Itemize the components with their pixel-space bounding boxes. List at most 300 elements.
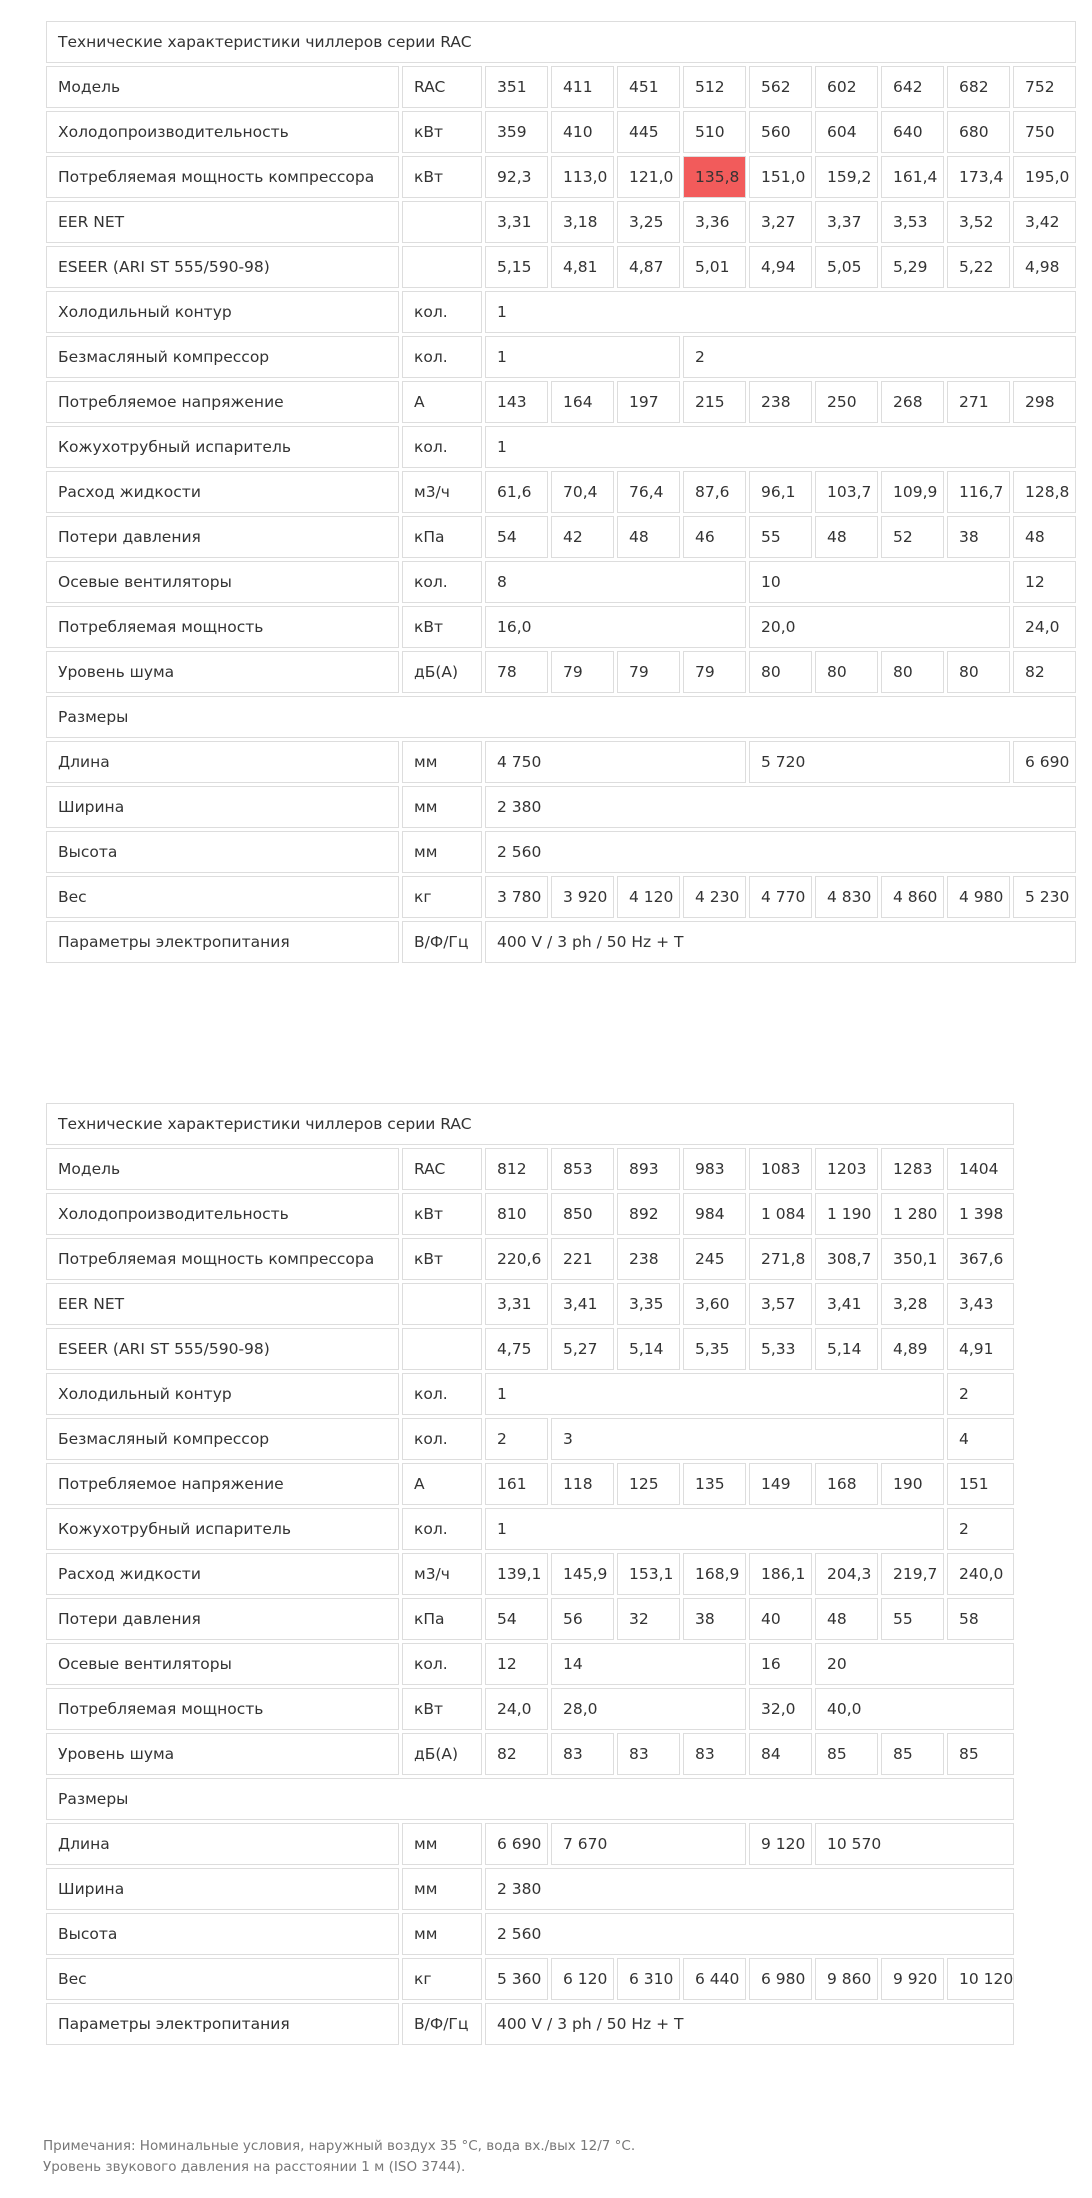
row-label: Холодопроизводительность	[46, 111, 399, 153]
row-label: Потребляемая мощность компрессора	[46, 156, 399, 198]
table-row	[46, 156, 1076, 198]
value-cell: 5,14	[815, 1328, 878, 1370]
row-unit: кПа	[402, 1598, 482, 1640]
value-cell: 1083	[749, 1148, 812, 1190]
value-cell: 812	[485, 1148, 548, 1190]
table-row	[46, 651, 1076, 693]
value-cell: 1 190	[815, 1193, 878, 1235]
value-cell: 1 280	[881, 1193, 944, 1235]
value-cell: 359	[485, 111, 548, 153]
row-unit: мм	[402, 1823, 482, 1865]
value-cell: 451	[617, 66, 680, 108]
value-cell: 4 750	[485, 741, 746, 783]
value-cell: 984	[683, 1193, 746, 1235]
value-cell: 46	[683, 516, 746, 558]
value-cell: 6 310	[617, 1958, 680, 2000]
value-cell: 5,15	[485, 246, 548, 288]
value-cell: 128,8	[1013, 471, 1076, 513]
value-cell: 367,6	[947, 1238, 1014, 1280]
table-row	[46, 1913, 1014, 1955]
row-label: Холодопроизводительность	[46, 1193, 399, 1235]
value-cell: 85	[947, 1733, 1014, 1775]
table-row	[46, 291, 1076, 333]
row-unit: RAC	[402, 66, 482, 108]
value-cell: 750	[1013, 111, 1076, 153]
row-label: Осевые вентиляторы	[46, 561, 399, 603]
row-unit: кол.	[402, 1373, 482, 1415]
value-cell: 10 120	[947, 1958, 1014, 2000]
value-cell: 70,4	[551, 471, 614, 513]
row-unit: кВт	[402, 606, 482, 648]
value-cell: 3	[551, 1418, 944, 1460]
value-cell: 151,0	[749, 156, 812, 198]
value-cell: 1	[485, 336, 680, 378]
value-cell: 9 860	[815, 1958, 878, 2000]
table-title: Технические характеристики чиллеров серии RAC	[46, 21, 1076, 63]
value-cell: 2 560	[485, 1913, 1014, 1955]
value-cell: 2	[947, 1508, 1014, 1550]
value-cell: 1	[485, 1373, 944, 1415]
value-cell: 10	[749, 561, 1010, 603]
table-row	[46, 1418, 1014, 1460]
value-cell: 168,9	[683, 1553, 746, 1595]
table-row	[46, 1508, 1014, 1550]
value-cell: 220,6	[485, 1238, 548, 1280]
value-cell: 103,7	[815, 471, 878, 513]
table-row	[46, 1823, 1014, 1865]
value-cell: 400 V / 3 ph / 50 Hz + T	[485, 2003, 1014, 2045]
value-cell: 1	[485, 426, 1076, 468]
row-label: Холодильный контур	[46, 1373, 399, 1415]
table-row	[46, 786, 1076, 828]
value-cell: 151	[947, 1463, 1014, 1505]
value-cell: 351	[485, 66, 548, 108]
row-label: Ширина	[46, 786, 399, 828]
value-cell: 983	[683, 1148, 746, 1190]
row-unit: кол.	[402, 336, 482, 378]
row-unit: кол.	[402, 561, 482, 603]
value-cell: 161	[485, 1463, 548, 1505]
value-cell: 3 920	[551, 876, 614, 918]
value-cell: 85	[881, 1733, 944, 1775]
value-cell: 135	[683, 1463, 746, 1505]
table-row	[46, 561, 1076, 603]
value-cell: 6 690	[485, 1823, 548, 1865]
value-cell: 9 120	[749, 1823, 812, 1865]
table-row	[46, 1148, 1014, 1190]
value-cell: 2	[485, 1418, 548, 1460]
row-unit: А	[402, 1463, 482, 1505]
row-unit: кВт	[402, 111, 482, 153]
row-unit: В/Ф/Гц	[402, 921, 482, 963]
value-cell: 79	[617, 651, 680, 693]
row-label: Осевые вентиляторы	[46, 1643, 399, 1685]
value-cell: 14	[551, 1643, 746, 1685]
row-unit	[402, 201, 482, 243]
value-cell: 168	[815, 1463, 878, 1505]
value-cell: 853	[551, 1148, 614, 1190]
value-cell: 145,9	[551, 1553, 614, 1595]
value-cell: 271	[947, 381, 1010, 423]
value-cell: 250	[815, 381, 878, 423]
row-label: Потери давления	[46, 516, 399, 558]
value-cell: 83	[617, 1733, 680, 1775]
table-row	[46, 1868, 1014, 1910]
value-cell: 16	[749, 1643, 812, 1685]
value-cell: 6 980	[749, 1958, 812, 2000]
row-unit	[402, 1328, 482, 1370]
value-cell: 78	[485, 651, 548, 693]
table-title-row	[46, 1103, 1014, 1145]
value-cell: 48	[815, 1598, 878, 1640]
footnote-conditions: Примечания: Номинальные условия, наружный воздух 35 °С, вода вх./вых 12/7 °С.	[43, 2138, 636, 2154]
value-cell: 3,41	[815, 1283, 878, 1325]
value-cell: 82	[485, 1733, 548, 1775]
row-unit: кол.	[402, 1418, 482, 1460]
value-cell: 143	[485, 381, 548, 423]
row-label: Высота	[46, 831, 399, 873]
value-cell: 3,57	[749, 1283, 812, 1325]
row-unit: мм	[402, 786, 482, 828]
value-cell: 54	[485, 1598, 548, 1640]
value-cell: 240,0	[947, 1553, 1014, 1595]
value-cell: 2 380	[485, 786, 1076, 828]
value-cell: 1 084	[749, 1193, 812, 1235]
table-row	[46, 381, 1076, 423]
value-cell: 4 830	[815, 876, 878, 918]
value-cell: 640	[881, 111, 944, 153]
value-cell: 892	[617, 1193, 680, 1235]
value-cell: 2	[683, 336, 1076, 378]
row-unit: кол.	[402, 426, 482, 468]
section-row	[46, 1778, 1014, 1820]
row-label: Потребляемая мощность компрессора	[46, 1238, 399, 1280]
table-row	[46, 1283, 1014, 1325]
row-label: Расход жидкости	[46, 1553, 399, 1595]
row-unit: кол.	[402, 1643, 482, 1685]
row-label: EER NET	[46, 201, 399, 243]
row-unit: RAC	[402, 1148, 482, 1190]
value-cell: 3,60	[683, 1283, 746, 1325]
value-cell: 54	[485, 516, 548, 558]
row-label: Потребляемое напряжение	[46, 381, 399, 423]
value-cell: 40,0	[815, 1688, 1014, 1730]
value-cell: 5,29	[881, 246, 944, 288]
table-row	[46, 1688, 1014, 1730]
value-cell: 5 720	[749, 741, 1010, 783]
table-title-row	[46, 21, 1076, 63]
value-cell: 125	[617, 1463, 680, 1505]
value-cell: 7 670	[551, 1823, 746, 1865]
table-title: Технические характеристики чиллеров серии RAC	[46, 1103, 1014, 1145]
table-row	[46, 1463, 1014, 1505]
value-cell: 245	[683, 1238, 746, 1280]
row-label: EER NET	[46, 1283, 399, 1325]
value-cell: 87,6	[683, 471, 746, 513]
row-label: Потребляемое напряжение	[46, 1463, 399, 1505]
row-label: Потери давления	[46, 1598, 399, 1640]
value-cell: 12	[485, 1643, 548, 1685]
row-unit: мм	[402, 831, 482, 873]
row-label: Высота	[46, 1913, 399, 1955]
row-label: ESEER (ARI ST 555/590-98)	[46, 246, 399, 288]
value-cell: 411	[551, 66, 614, 108]
value-cell: 79	[683, 651, 746, 693]
value-cell: 84	[749, 1733, 812, 1775]
row-label: Холодильный контур	[46, 291, 399, 333]
value-cell: 3,53	[881, 201, 944, 243]
row-label: Вес	[46, 876, 399, 918]
table-row	[46, 1328, 1014, 1370]
value-cell: 308,7	[815, 1238, 878, 1280]
row-unit: мм	[402, 1868, 482, 1910]
section-row	[46, 696, 1076, 738]
table-row	[46, 111, 1076, 153]
value-cell: 1203	[815, 1148, 878, 1190]
value-cell: 680	[947, 111, 1010, 153]
row-unit: кВт	[402, 1688, 482, 1730]
table-row	[46, 1238, 1014, 1280]
row-label: Кожухотрубный испаритель	[46, 426, 399, 468]
value-cell: 1404	[947, 1148, 1014, 1190]
value-cell: 1 398	[947, 1193, 1014, 1235]
table-row	[46, 336, 1076, 378]
footnotes	[43, 2136, 635, 2178]
value-cell: 238	[617, 1238, 680, 1280]
value-cell: 9 920	[881, 1958, 944, 2000]
value-cell: 4 980	[947, 876, 1010, 918]
value-cell: 1	[485, 1508, 944, 1550]
value-cell: 80	[749, 651, 812, 693]
value-cell: 560	[749, 111, 812, 153]
value-cell: 149	[749, 1463, 812, 1505]
value-cell: 3,36	[683, 201, 746, 243]
value-cell: 52	[881, 516, 944, 558]
value-cell: 5,27	[551, 1328, 614, 1370]
row-label: Параметры электропитания	[46, 921, 399, 963]
value-cell: 80	[947, 651, 1010, 693]
value-cell: 5 230	[1013, 876, 1076, 918]
value-cell: 121,0	[617, 156, 680, 198]
value-cell: 159,2	[815, 156, 878, 198]
value-cell: 604	[815, 111, 878, 153]
value-cell: 4,89	[881, 1328, 944, 1370]
value-cell: 5,33	[749, 1328, 812, 1370]
value-cell: 3,37	[815, 201, 878, 243]
value-cell: 48	[617, 516, 680, 558]
row-unit: мм	[402, 1913, 482, 1955]
value-cell: 3,25	[617, 201, 680, 243]
value-cell: 82	[1013, 651, 1076, 693]
value-cell: 40	[749, 1598, 812, 1640]
value-cell: 219,7	[881, 1553, 944, 1595]
table-row	[46, 471, 1076, 513]
row-unit: кол.	[402, 1508, 482, 1550]
value-cell: 5 360	[485, 1958, 548, 2000]
row-unit: кол.	[402, 291, 482, 333]
value-cell: 850	[551, 1193, 614, 1235]
value-cell: 32	[617, 1598, 680, 1640]
value-cell: 38	[947, 516, 1010, 558]
table-row	[46, 921, 1076, 963]
row-label: Потребляемая мощность	[46, 1688, 399, 1730]
value-cell: 5,14	[617, 1328, 680, 1370]
row-label: Вес	[46, 1958, 399, 2000]
value-cell: 642	[881, 66, 944, 108]
value-cell: 350,1	[881, 1238, 944, 1280]
value-cell: 3,18	[551, 201, 614, 243]
value-cell: 83	[683, 1733, 746, 1775]
row-label: Параметры электропитания	[46, 2003, 399, 2045]
value-cell: 153,1	[617, 1553, 680, 1595]
row-label: Расход жидкости	[46, 471, 399, 513]
value-cell: 562	[749, 66, 812, 108]
row-label: ESEER (ARI ST 555/590-98)	[46, 1328, 399, 1370]
value-cell: 215	[683, 381, 746, 423]
table-row	[46, 201, 1076, 243]
value-cell: 80	[815, 651, 878, 693]
value-cell: 2	[947, 1373, 1014, 1415]
value-cell: 61,6	[485, 471, 548, 513]
value-cell: 3,31	[485, 201, 548, 243]
table-row	[46, 831, 1076, 873]
value-cell: 4,87	[617, 246, 680, 288]
row-unit: дБ(А)	[402, 651, 482, 693]
table-row	[46, 741, 1076, 783]
value-cell: 109,9	[881, 471, 944, 513]
value-cell: 752	[1013, 66, 1076, 108]
table-row	[46, 66, 1076, 108]
row-unit: м3/ч	[402, 471, 482, 513]
highlighted-value-cell: 135,8	[683, 156, 746, 198]
value-cell: 139,1	[485, 1553, 548, 1595]
value-cell: 4,94	[749, 246, 812, 288]
value-cell: 85	[815, 1733, 878, 1775]
table-row	[46, 1643, 1014, 1685]
value-cell: 4,81	[551, 246, 614, 288]
value-cell: 5,01	[683, 246, 746, 288]
value-cell: 42	[551, 516, 614, 558]
table-row	[46, 1958, 1014, 2000]
table-row	[46, 246, 1076, 288]
row-label: Длина	[46, 741, 399, 783]
row-label: Модель	[46, 66, 399, 108]
value-cell: 3,28	[881, 1283, 944, 1325]
row-unit: кПа	[402, 516, 482, 558]
table-row	[46, 1193, 1014, 1235]
value-cell: 3,42	[1013, 201, 1076, 243]
value-cell: 56	[551, 1598, 614, 1640]
value-cell: 3,31	[485, 1283, 548, 1325]
value-cell: 55	[749, 516, 812, 558]
row-label: Кожухотрубный испаритель	[46, 1508, 399, 1550]
value-cell: 4,98	[1013, 246, 1076, 288]
row-label: Модель	[46, 1148, 399, 1190]
table-row	[46, 1373, 1014, 1415]
value-cell: 602	[815, 66, 878, 108]
value-cell: 164	[551, 381, 614, 423]
value-cell: 5,35	[683, 1328, 746, 1370]
value-cell: 5,05	[815, 246, 878, 288]
row-label: Длина	[46, 1823, 399, 1865]
value-cell: 221	[551, 1238, 614, 1280]
value-cell: 10 570	[815, 1823, 1014, 1865]
row-unit: кВт	[402, 1238, 482, 1280]
table-row	[46, 1598, 1014, 1640]
table-row	[46, 516, 1076, 558]
row-label: Уровень шума	[46, 1733, 399, 1775]
value-cell: 161,4	[881, 156, 944, 198]
value-cell: 3,52	[947, 201, 1010, 243]
value-cell: 445	[617, 111, 680, 153]
value-cell: 55	[881, 1598, 944, 1640]
value-cell: 5,22	[947, 246, 1010, 288]
row-unit	[402, 246, 482, 288]
value-cell: 83	[551, 1733, 614, 1775]
spec-table-1	[43, 18, 1079, 966]
value-cell: 512	[683, 66, 746, 108]
table-row	[46, 426, 1076, 468]
footnote-sound-level: Уровень звукового давления на расстоянии 1 м (ISO 3744).	[43, 2159, 466, 2175]
value-cell: 3,43	[947, 1283, 1014, 1325]
value-cell: 8	[485, 561, 746, 603]
row-unit: кВт	[402, 156, 482, 198]
row-unit: кВт	[402, 1193, 482, 1235]
value-cell: 3,27	[749, 201, 812, 243]
row-label: Уровень шума	[46, 651, 399, 693]
row-unit: мм	[402, 741, 482, 783]
value-cell: 32,0	[749, 1688, 812, 1730]
value-cell: 28,0	[551, 1688, 746, 1730]
row-label: Безмасляный компрессор	[46, 1418, 399, 1460]
value-cell: 20,0	[749, 606, 1010, 648]
value-cell: 190	[881, 1463, 944, 1505]
value-cell: 116,7	[947, 471, 1010, 513]
row-label: Безмасляный компрессор	[46, 336, 399, 378]
value-cell: 6 120	[551, 1958, 614, 2000]
table-row	[46, 1733, 1014, 1775]
row-unit	[402, 1283, 482, 1325]
value-cell: 48	[1013, 516, 1076, 558]
value-cell: 3,41	[551, 1283, 614, 1325]
value-cell: 6 440	[683, 1958, 746, 2000]
value-cell: 197	[617, 381, 680, 423]
value-cell: 173,4	[947, 156, 1010, 198]
table-row	[46, 876, 1076, 918]
value-cell: 3 780	[485, 876, 548, 918]
value-cell: 58	[947, 1598, 1014, 1640]
value-cell: 16,0	[485, 606, 746, 648]
value-cell: 4	[947, 1418, 1014, 1460]
value-cell: 4 230	[683, 876, 746, 918]
value-cell: 682	[947, 66, 1010, 108]
row-unit: м3/ч	[402, 1553, 482, 1595]
value-cell: 1	[485, 291, 1076, 333]
value-cell: 118	[551, 1463, 614, 1505]
row-unit: В/Ф/Гц	[402, 2003, 482, 2045]
value-cell: 195,0	[1013, 156, 1076, 198]
value-cell: 3,35	[617, 1283, 680, 1325]
value-cell: 20	[815, 1643, 1014, 1685]
value-cell: 24,0	[485, 1688, 548, 1730]
section-header: Размеры	[46, 696, 1076, 738]
row-unit: дБ(А)	[402, 1733, 482, 1775]
value-cell: 80	[881, 651, 944, 693]
value-cell: 4,91	[947, 1328, 1014, 1370]
value-cell: 113,0	[551, 156, 614, 198]
value-cell: 38	[683, 1598, 746, 1640]
value-cell: 12	[1013, 561, 1076, 603]
